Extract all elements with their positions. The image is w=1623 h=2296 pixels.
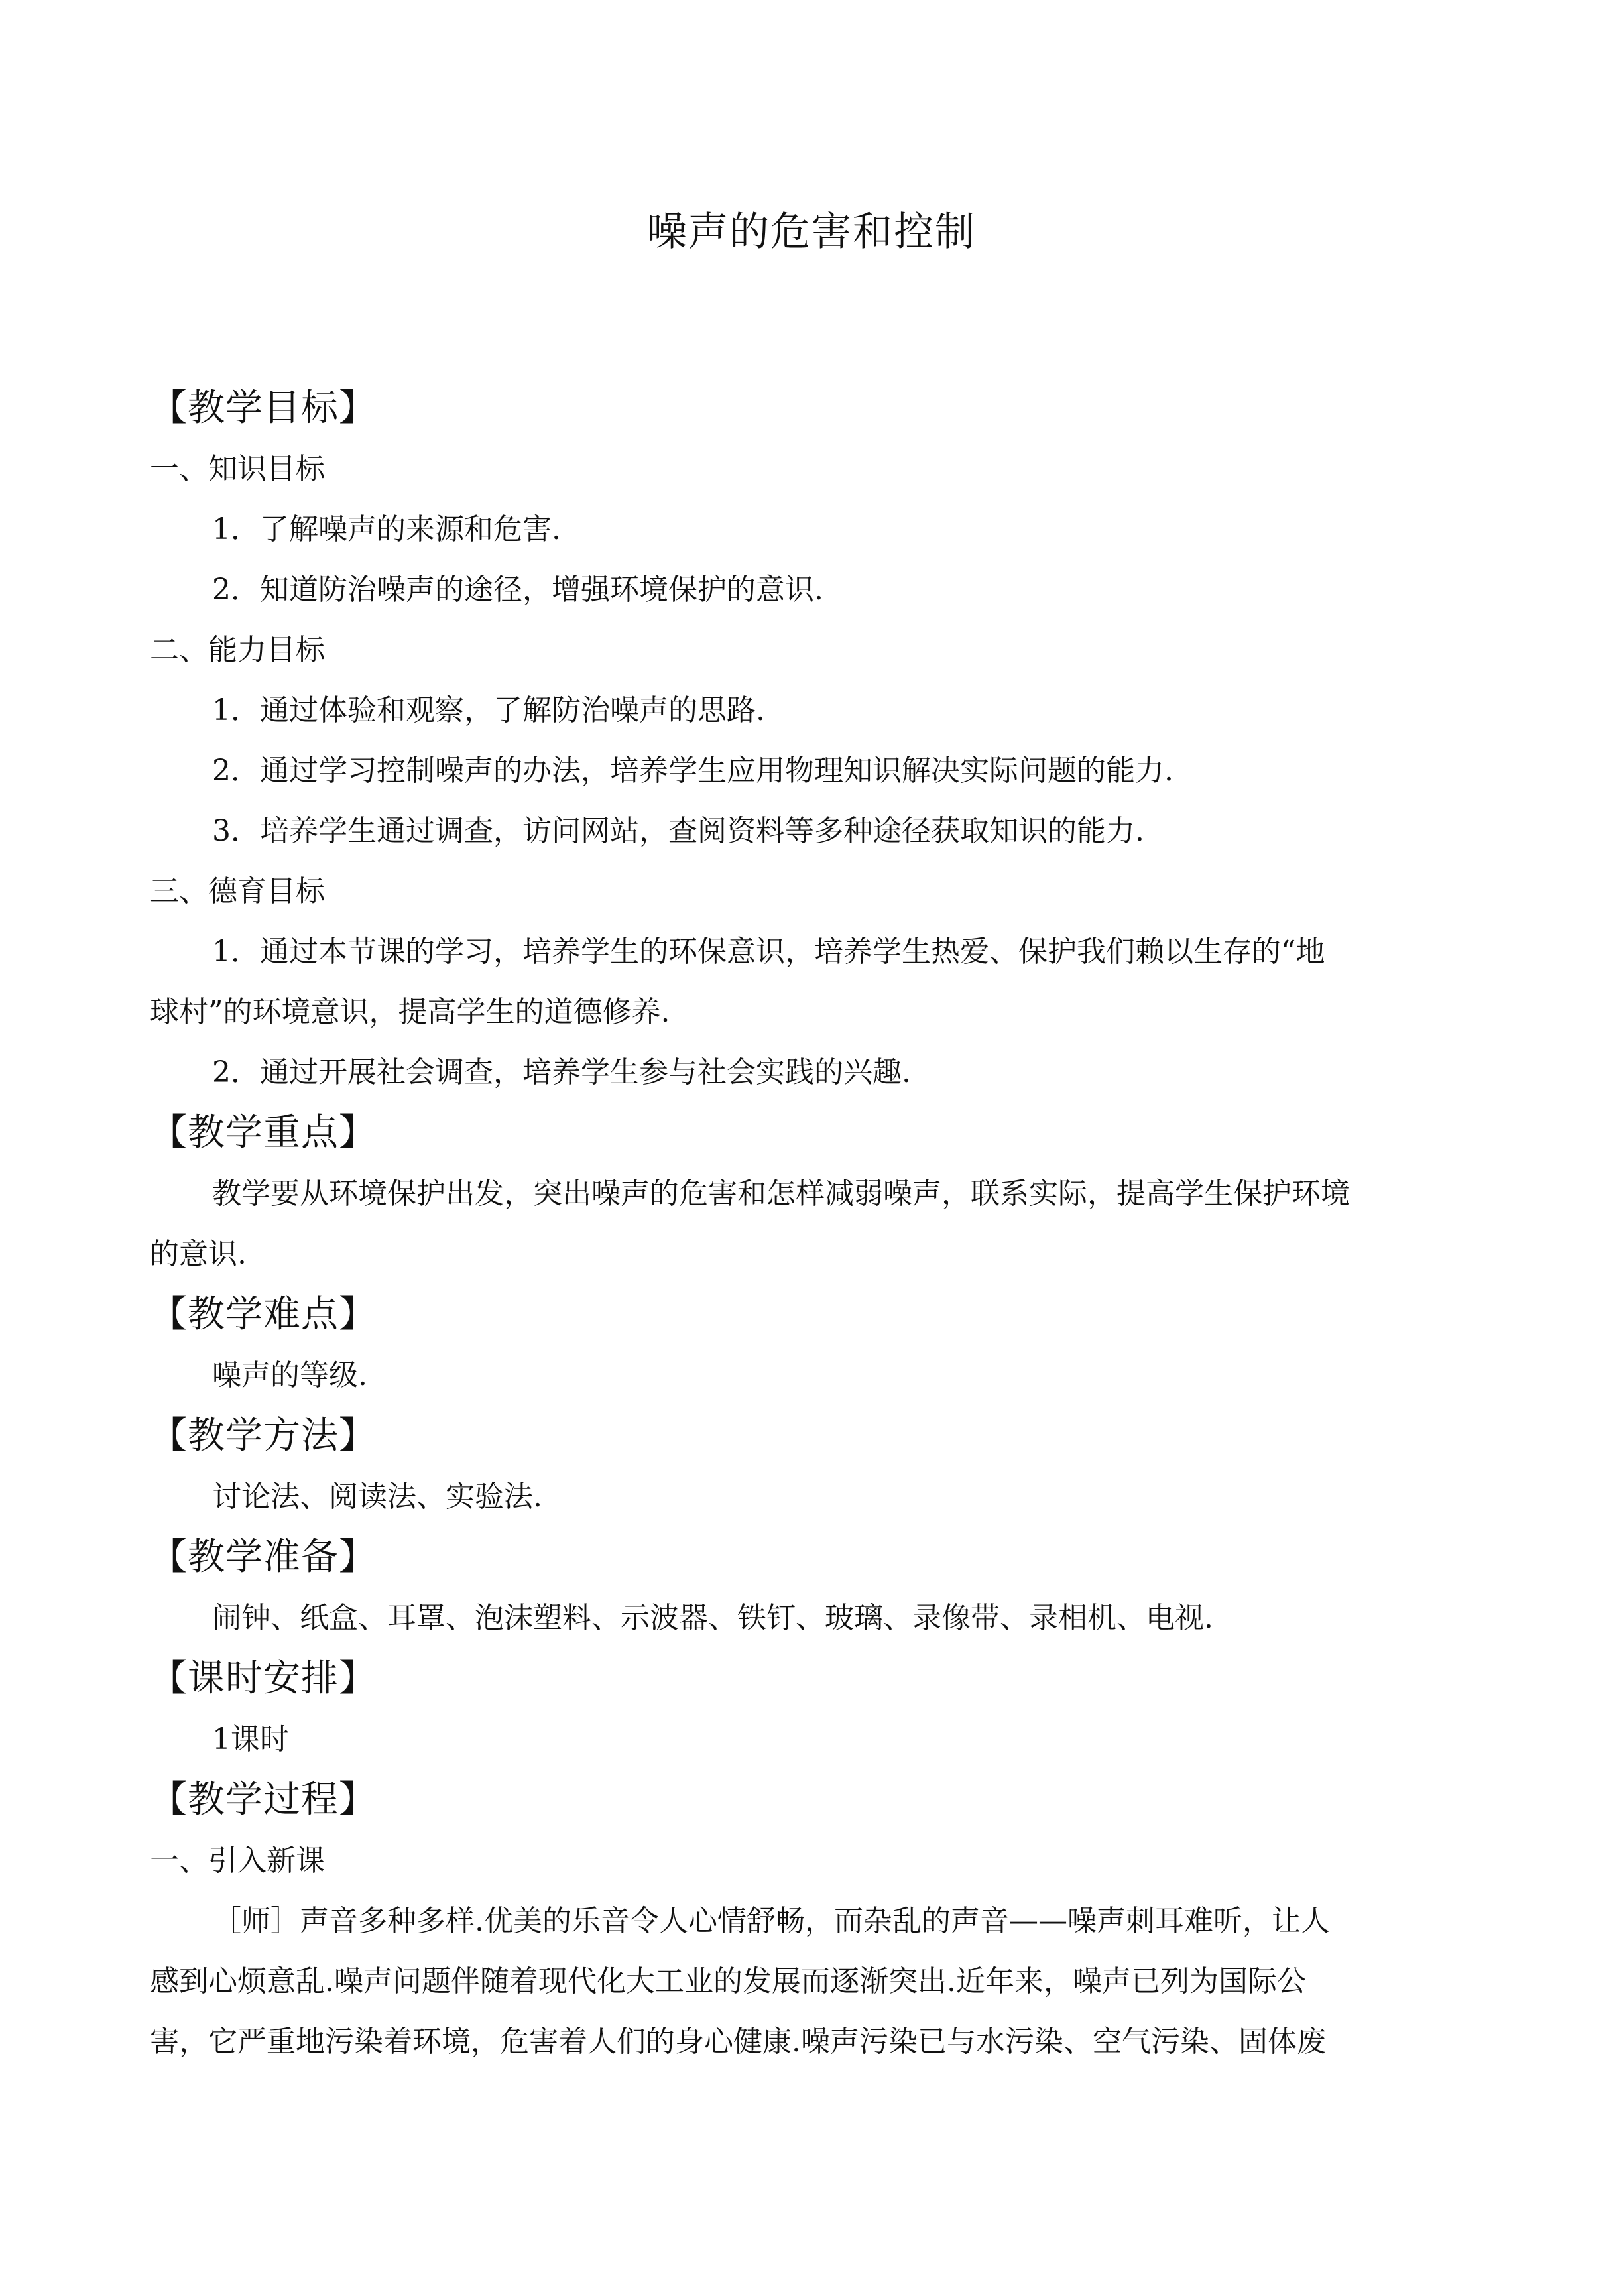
subheading-moral: 三、德育目标 [150, 875, 325, 908]
list-item: 1．通过本节课的学习，培养学生的环保意识，培养学生热爱、保护我们赖以生存的“地 [212, 935, 1325, 969]
list-item: 1．了解噪声的来源和危害. [212, 513, 561, 546]
subheading-intro: 一、引入新课 [150, 1844, 325, 1878]
subheading-ability: 二、能力目标 [150, 633, 325, 667]
subheading-knowledge: 一、知识目标 [150, 452, 325, 486]
list-item: 3．培养学生通过调查，访问网站，查阅资料等多种途径获取知识的能力. [212, 814, 1144, 848]
list-item: 1．通过体验和观察，了解防治噪声的思路. [212, 694, 765, 727]
document-body [150, 378, 1489, 2072]
list-item-continuation: 球村”的环境意识，提高学生的道德修养. [150, 995, 670, 1029]
section-heading-key-points: 【教学重点】 [150, 1111, 377, 1154]
section-heading-methods: 【教学方法】 [150, 1414, 377, 1457]
paragraph-line: 害，它严重地污染着环境，危害着人们的身心健康.噪声污染已与水污染、空气污染、固体废 [150, 2025, 1326, 2059]
section-heading-schedule: 【课时安排】 [150, 1657, 377, 1700]
paragraph-line: 感到心烦意乱.噪声问题伴随着现代化大工业的发展而逐渐突出.近年来，噪声已列为国际公 [150, 1964, 1306, 1998]
page-title: 噪声的危害和控制 [647, 209, 976, 255]
paragraph-line: 教学要从环境保护出发，突出噪声的危害和怎样减弱噪声，联系实际，提高学生保护环境 [212, 1177, 1350, 1211]
paragraph-line: ［师］声音多种多样.优美的乐音令人心情舒畅，而杂乱的声音——噪声刺耳难听，让人 [212, 1904, 1330, 1938]
paragraph-line: 噪声的等级. [212, 1359, 367, 1392]
paragraph-line: 1课时 [212, 1722, 289, 1756]
section-heading-preparation: 【教学准备】 [150, 1536, 377, 1579]
paragraph-line: 的意识. [150, 1237, 247, 1271]
section-heading-goals: 【教学目标】 [150, 387, 377, 430]
list-item: 2．知道防治噪声的途径，增强环境保护的意识. [212, 573, 823, 607]
section-heading-process: 【教学过程】 [150, 1778, 377, 1821]
paragraph-line: 闹钟、纸盒、耳罩、泡沫塑料、示波器、铁钉、玻璃、录像带、录相机、电视. [212, 1601, 1213, 1635]
list-item: 2．通过学习控制噪声的办法，培养学生应用物理知识解决实际问题的能力. [212, 754, 1173, 788]
section-heading-difficulty: 【教学难点】 [150, 1293, 377, 1336]
paragraph-line: 讨论法、阅读法、实验法. [212, 1480, 542, 1514]
list-item: 2．通过开展社会调查，培养学生参与社会实践的兴趣. [212, 1056, 911, 1089]
